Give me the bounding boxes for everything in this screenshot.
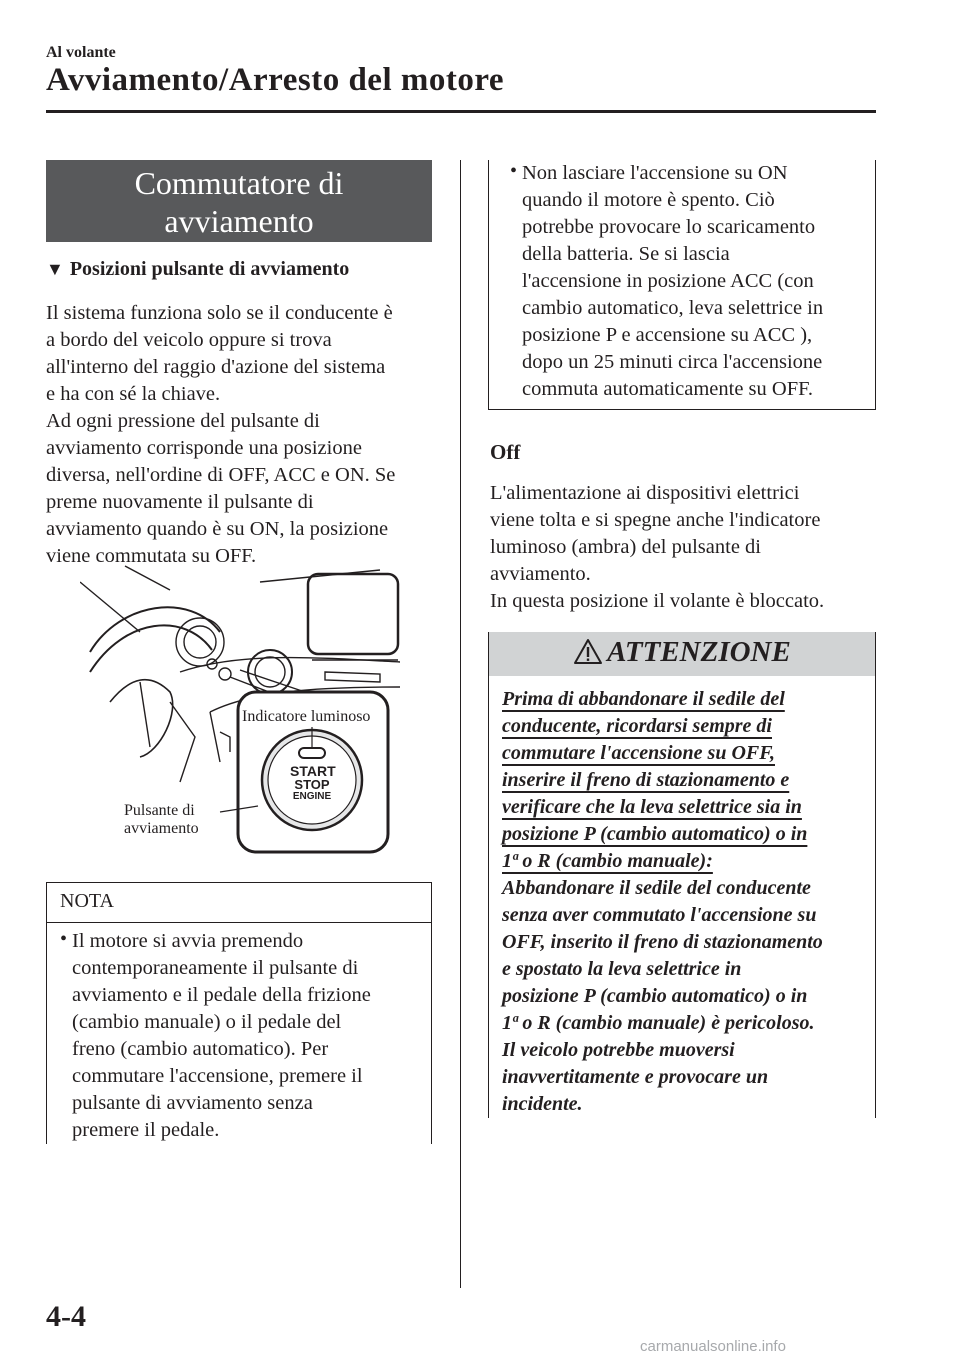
text-line: viene commutata su OFF. xyxy=(46,545,257,567)
note-cont-left-rule xyxy=(488,160,489,410)
text-line: preme nuovamente il pulsante di xyxy=(46,491,314,513)
text-line: dopo un 25 minuti circa l'accensione xyxy=(522,351,823,373)
note-cont-right-rule xyxy=(875,160,876,410)
subheading-text: Posizioni pulsante di avviamento xyxy=(69,258,350,280)
note-title-rule xyxy=(46,922,432,923)
warning-body xyxy=(502,686,872,1118)
warning-line-underlined: Prima di abbandonare il sedile del xyxy=(502,688,785,710)
text-line: cambio automatico, leva selettrice in xyxy=(522,297,824,319)
text-line: avviamento e il pedale della frizione xyxy=(72,984,371,1006)
note-continued-bullet-item xyxy=(510,160,862,403)
section-banner xyxy=(46,160,432,242)
text-line: avviamento corrisponde una posizione xyxy=(46,437,362,459)
warning-right-rule xyxy=(875,632,876,1118)
text-line: della batteria. Se si lascia xyxy=(522,243,730,265)
off-heading: Off xyxy=(490,440,521,464)
text-line: quando il motore è spento. Ciò xyxy=(522,189,775,211)
off-paragraph xyxy=(490,480,876,615)
text-line: all'interno del raggio d'azione del sistema xyxy=(46,356,386,378)
note-top-rule xyxy=(46,882,432,883)
intro-paragraph xyxy=(46,300,436,570)
text-line: potrebbe provocare lo scaricamento xyxy=(522,216,816,238)
text-line: Non lasciare l'accensione su ON xyxy=(522,162,788,184)
text-line: pulsante di avviamento senza xyxy=(72,1092,313,1114)
text-line: a bordo del veicolo oppure si trova xyxy=(46,329,332,351)
warning-line: senza aver commutato l'accensione su xyxy=(502,904,817,926)
start-button-text-3: ENGINE xyxy=(292,791,332,802)
indicator-label: Indicatore luminoso xyxy=(242,708,371,725)
text-line: Il sistema funziona solo se il conducente è xyxy=(46,302,393,324)
warning-line-underlined: 1ª o R (cambio manuale): xyxy=(502,850,713,872)
note-title: NOTA xyxy=(60,890,114,912)
note-continued-box xyxy=(488,160,876,410)
text-line: commuta automaticamente su OFF. xyxy=(522,378,813,400)
button-label-line-2: avviamento xyxy=(124,820,199,837)
text-line: contemporaneamente il pulsante di xyxy=(72,957,359,979)
text-line: avviamento quando è su ON, la posizione xyxy=(46,518,389,540)
text-line: e ha con sé la chiave. xyxy=(46,383,221,405)
text-line: Ad ogni pressione del pulsante di xyxy=(46,410,320,432)
warning-line: posizione P (cambio automatico) o in xyxy=(502,985,808,1007)
column-divider xyxy=(460,160,461,1288)
note-right-rule xyxy=(431,882,432,1144)
text-line: l'accensione in posizione ACC (con xyxy=(522,270,814,292)
section-label: Al volante xyxy=(46,44,116,61)
warning-line-underlined: verificare che la leva selettrice sia in xyxy=(502,796,802,818)
text-line: In questa posizione il volante è bloccato. xyxy=(490,590,825,612)
warning-line: incidente. xyxy=(502,1093,583,1115)
note-cont-bottom-rule xyxy=(488,409,876,410)
header-rule xyxy=(46,110,876,113)
text-line: luminoso (ambra) del pulsante di xyxy=(490,536,761,558)
warning-line: 1ª o R (cambio manuale) è pericoloso. xyxy=(502,1012,815,1034)
watermark: carmanualsonline.info xyxy=(640,1338,786,1355)
bullet-icon: • xyxy=(60,928,68,950)
page-title: Avviamento/Arresto del motore xyxy=(46,62,505,98)
note-box xyxy=(46,882,432,1144)
button-label-line-1: Pulsante di xyxy=(124,802,195,819)
text-line: diversa, nell'ordine di OFF, ACC e ON. Se xyxy=(46,464,396,486)
warning-line-underlined: posizione P (cambio automatico) o in xyxy=(502,823,808,845)
section-banner-line-2: avviamento xyxy=(164,203,314,239)
warning-box xyxy=(488,632,876,1118)
text-line: Il motore si avvia premendo xyxy=(72,930,304,952)
warning-line-underlined: inserire il freno di stazionamento e xyxy=(502,769,790,791)
text-line: commutare l'accensione, premere il xyxy=(72,1065,363,1087)
section-banner-line-1: Commutatore di xyxy=(134,165,344,201)
text-line: avviamento. xyxy=(490,563,591,585)
text-line: premere il pedale. xyxy=(72,1119,220,1141)
text-line: (cambio manuale) o il pedale del xyxy=(72,1011,342,1033)
warning-line: e spostato la leva selettrice in xyxy=(502,958,742,980)
warning-title-text: ATTENZIONE xyxy=(607,636,791,668)
text-line: posizione P e accensione su ACC ), xyxy=(522,324,813,346)
warning-line-underlined: commutare l'accensione su OFF, xyxy=(502,742,775,764)
warning-left-rule xyxy=(488,632,489,1118)
note-left-rule xyxy=(46,882,47,1144)
triangle-down-icon: ▼ xyxy=(46,259,64,279)
start-button-text-1: START xyxy=(290,763,336,779)
start-button-text-2: STOP xyxy=(294,777,330,792)
warning-line: OFF, inserito il freno di stazionamento xyxy=(502,931,823,953)
dashboard-illustration xyxy=(80,562,410,862)
warning-triangle-icon xyxy=(573,638,603,665)
note-bullet-item xyxy=(60,928,422,1144)
warning-line: Il veicolo potrebbe muoversi xyxy=(502,1039,735,1061)
text-line: freno (cambio automatico). Per xyxy=(72,1038,329,1060)
warning-line-underlined: conducente, ricordarsi sempre di xyxy=(502,715,772,737)
warning-title xyxy=(488,636,876,669)
text-line: viene tolta e si spegne anche l'indicatore xyxy=(490,509,821,531)
bullet-icon: • xyxy=(510,160,518,182)
subheading xyxy=(46,258,349,281)
warning-line: Abbandonare il sedile del conducente xyxy=(502,877,811,899)
page-number: 4-4 xyxy=(46,1300,86,1333)
warning-line: inavvertitamente e provocare un xyxy=(502,1066,769,1088)
text-line: L'alimentazione ai dispositivi elettrici xyxy=(490,482,800,504)
